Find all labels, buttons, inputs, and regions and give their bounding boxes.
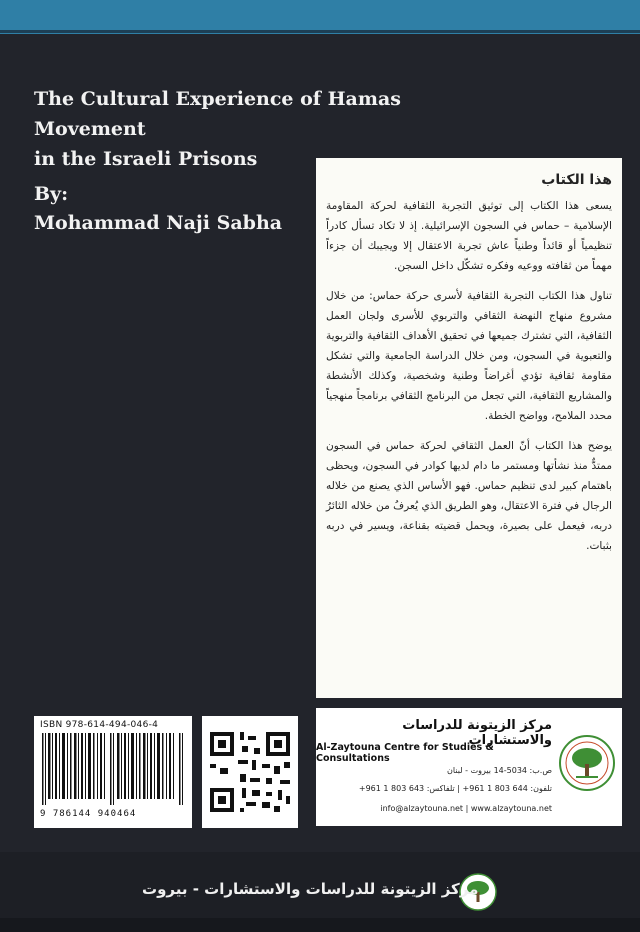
about-paragraph-1: يسعى هذا الكتاب إلى توثيق التجربة الثقافية لحركة المقاومة الإسلامية – حماس في السجون الإسرائيلية. إذ لا تكاد تسأل كادراً تنظيمياً أو قائداً وطنياً عاش تجربة الاعتقال إلا ويجيبك أن جزءاً مهماً من ثقافته ووعيه وفكره تشكّل داخل السجن. (326, 200, 612, 272)
title-line-2: in the Israeli Prisons (34, 148, 258, 170)
olive-tree-logo-icon (558, 734, 616, 792)
publisher-name-arabic: مركز الزيتونة للدراسات والاستشارات (402, 718, 552, 748)
by-label: By: (34, 183, 69, 205)
footer-publisher-text: مركز الزيتونة للدراسات والاستشارات - بيروت (142, 880, 479, 898)
publisher-web: info@alzaytouna.net | www.alzaytouna.net (380, 804, 552, 813)
qr-code (202, 716, 298, 828)
about-heading: هذا الكتاب (541, 172, 612, 188)
title-line-1: The Cultural Experience of Hamas Movement (34, 88, 401, 140)
publisher-name-english: Al-Zaytouna Centre for Studies & Consultations (316, 742, 494, 764)
top-band-stripe (0, 30, 640, 33)
about-paragraph-3: يوضح هذا الكتاب أنّ العمل الثقافي لحركة حماس في السجون ممتدٌّ منذ نشأتها ومستمر ما دام لديها كوادر في السجون، ويحظى باهتمام كبير لدى تنظيم حماس. فهو الأساس الذي يصنع من خلاله الرجال في فترة الاعتقال، وهو الطريق الذي يُعرفُ من خلاله الثائرُ دربه، فيعمل على بصيرة، ويحمل قضيته بقناعة، ويسير في دربه بثبات. (326, 440, 612, 552)
qr-code-icon (202, 716, 298, 828)
author-name: Mohammad Naji Sabha (34, 212, 283, 234)
isbn-barcode-box (34, 716, 192, 828)
publisher-address: ص.ب: 5034-14 بيروت - لبنان (447, 766, 552, 775)
barcode-icon (40, 733, 186, 805)
barcode-digits: 9 786144 940464 (40, 809, 137, 819)
isbn-number: ISBN 978-614-494-046-4 (40, 720, 159, 730)
publisher-phone: تلفون: 644 803 1 961+ | تلفاكس: 643 803 1 961+ (358, 784, 552, 793)
about-book-box (316, 158, 622, 698)
about-paragraph-2: تناول هذا الكتاب التجربة الثقافية لأسرى حركة حماس: من خلال مشروع منهاج النهضة الثقافي والتربوي للأسرى ولجان العمل الثقافية، التي تشترك جميعها في تحقيق الأهداف الثقافية والتربوية والتعبوية في السجون، ومن خلال الدراسة الجامعية والتي تشكل مقاومة ثقافية تؤدي أغراضاً وطنية وشخصية، وكذلك الأنشطة والمشاريع الثقافية، التي تجعل من البرنامج الثقافي برنامجاً منهجياً محدد الملامح، وواضح الخطة. (326, 290, 612, 422)
publisher-box (316, 708, 622, 826)
top-color-band (0, 0, 640, 34)
bottom-band (0, 918, 640, 932)
